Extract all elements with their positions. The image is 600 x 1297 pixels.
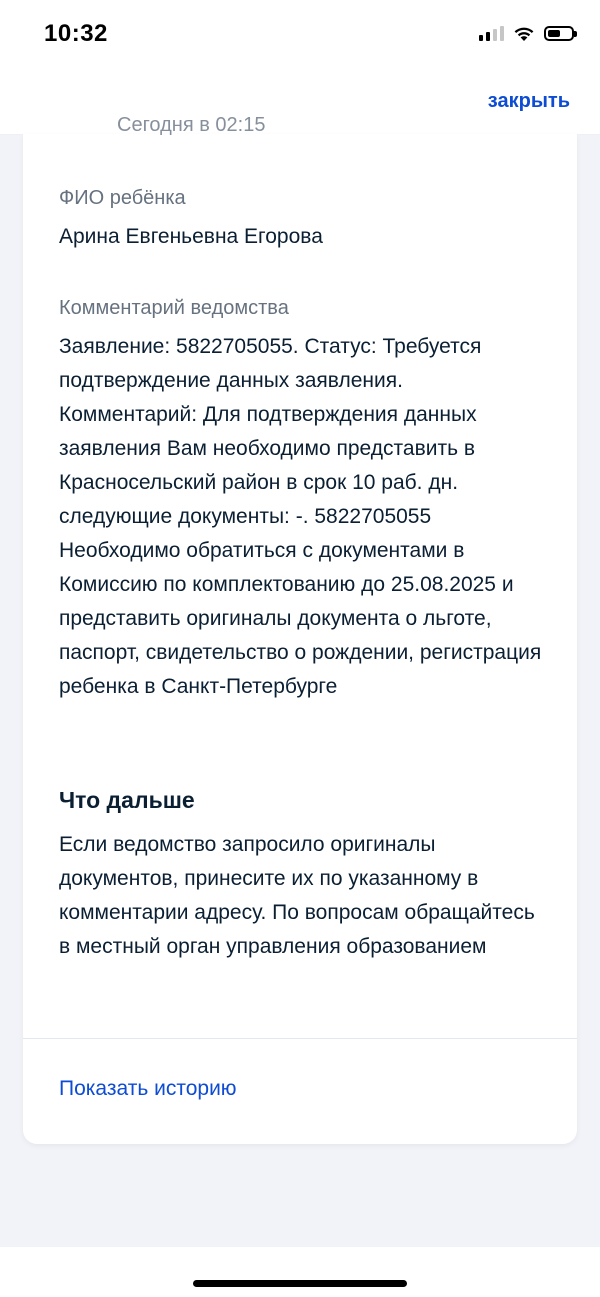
department-comment-section [59, 294, 543, 704]
status-bar [0, 0, 600, 70]
next-steps-section [59, 784, 543, 964]
bottom-safe-area [0, 1247, 600, 1297]
home-indicator[interactable] [193, 1280, 407, 1287]
next-steps-text: Если ведомство запросило оригиналы документов, принесите их по указанному в комментарии адресу. По вопросам обращайтесь в местный орган управления образованием [59, 833, 535, 958]
department-comment-text: Заявление: 5822705055. Статус: Требуется подтверждение данных заявления. Комментарий: Для подтверждения данных заявления Вам необходимо представить в Красносельский район в срок 10 раб. дн. следующие документы: -. 5822705055 Необходимо обратиться с документами в Комиссию по комплектованию до 25.08.2025 и представить оригиналы документа о льготе, паспорт, свидетельство о рождении, регистрация ребенка в Санкт-Петербурге [59, 335, 542, 698]
clipped-timestamp: Сегодня в 02:15 [117, 114, 266, 136]
department-comment-label: Комментарий ведомства [59, 297, 289, 319]
child-name-value: Арина Евгеньевна Егорова [59, 225, 323, 248]
close-button[interactable]: закрыть [487, 90, 570, 112]
cellular-signal-icon [479, 25, 504, 41]
battery-icon [544, 26, 574, 41]
child-name-section [59, 184, 543, 254]
wifi-icon [512, 24, 536, 42]
child-name-label: ФИО ребёнка [59, 187, 186, 209]
clock: 10:32 [44, 20, 108, 47]
divider [23, 1038, 577, 1039]
system-icons [479, 24, 574, 42]
application-details-card [23, 114, 577, 1144]
show-history-link[interactable]: Показать историю [59, 1077, 237, 1100]
top-nav-bar [0, 70, 600, 135]
next-steps-heading: Что дальше [59, 787, 195, 813]
